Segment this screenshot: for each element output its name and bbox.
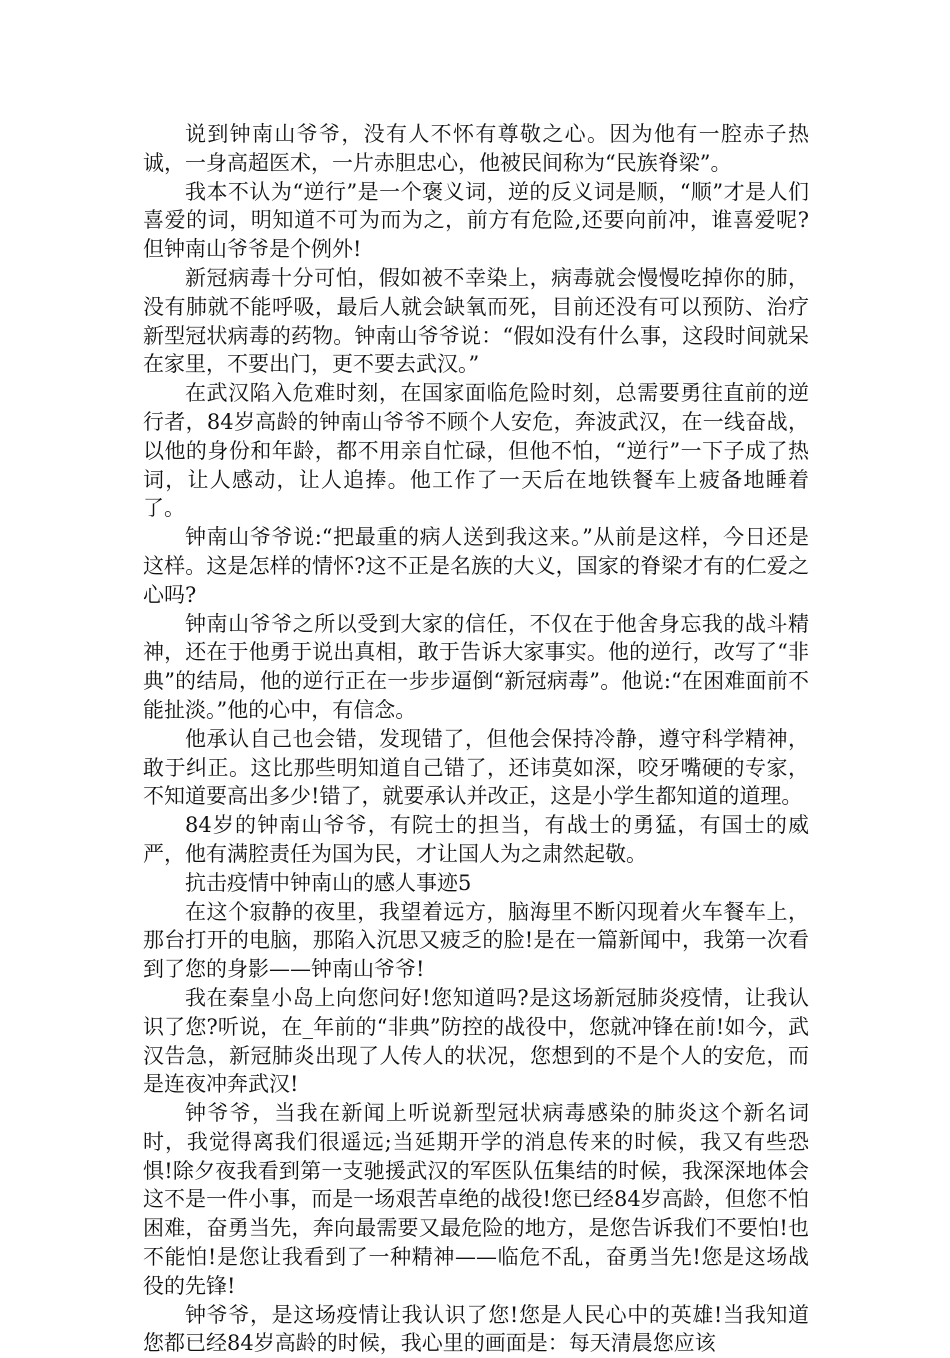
paragraph: 在武汉陷入危难时刻，在国家面临危险时刻，总需要勇往直前的逆行者，84岁高龄的钟南山爷爷不顾个人安危，奔波武汉，在一线奋战，以他的身份和年龄，都不用亲自忙碌，但他不怕，“逆行”一下子成了热词，让人感动，让人追捧。他工作了一天后在地铁餐车上疲备地睡着了。: [143, 381, 809, 521]
paragraph: 我本不认为“逆行”是一个褒义词，逆的反义词是顺，“顺”才是人们喜爱的词，明知道不可为而为之，前方有危险,还要向前冲，谁喜爱呢?但钟南山爷爷是个例外!: [143, 179, 809, 262]
paragraph: 我在秦皇小岛上向您问好!您知道吗?是这场新冠肺炎疫情，让我认识了您?听说，在_年前的“非典”防控的战役中，您就冲锋在前!如今，武汉告急，新冠肺炎出现了人传人的状况，您想到的不是个人的安危，而是连夜冲奔武汉!: [143, 985, 809, 1097]
paragraph: 钟南山爷爷说:“把最重的病人送到我这来。”从前是这样，今日还是这样。这是怎样的情怀?这不正是名族的大义，国家的脊梁才有的仁爱之心吗?: [143, 525, 809, 607]
paragraph: 钟爷爷，是这场疫情让我认识了您!您是人民心中的英雄!当我知道您都已经84岁高龄的时候，我心里的画面是：每天清晨您应该: [143, 1302, 809, 1356]
paragraph: 说到钟南山爷爷，没有人不怀有尊敬之心。因为他有一腔赤子热诚，一身高超医术，一片赤胆忠心，他被民间称为“民族脊梁”。: [143, 122, 809, 175]
paragraph: 钟南山爷爷之所以受到大家的信任，不仅在于他舍身忘我的战斗精神，还在于他勇于说出真相，敢于告诉大家事实。他的逆行，改写了“非典”的结局，他的逆行正在一步步逼倒“新冠病毒”。他说:“在困难面前不能扯淡。”他的心中，有信念。: [143, 611, 809, 722]
paragraph: 在这个寂静的夜里，我望着远方，脑海里不断闪现着火车餐车上，那台打开的电脑，那陷入沉思又疲乏的脸!是在一篇新闻中，我第一次看到了您的身影——钟南山爷爷!: [143, 899, 809, 982]
paragraph: 新冠病毒十分可怕，假如被不幸染上，病毒就会慢慢吃掉你的肺，没有肺就不能呼吸，最后人就会缺氧而死，目前还没有可以预防、治疗新型冠状病毒的药物。钟南山爷爷说：“假如没有什么事，这段时间就呆在家里，不要出门，更不要去武汉。”: [143, 265, 809, 377]
paragraph: 钟爷爷，当我在新闻上听说新型冠状病毒感染的肺炎这个新名词时，我觉得离我们很遥远;当延期开学的消息传来的时候，我又有些恐惧!除夕夜我看到第一支驰援武汉的军医队伍集结的时候，我深深地体会这不是一件小事，而是一场艰苦卓绝的战役!您已经84岁高龄，但您不怕困难，奋勇当先，奔向最需要又最危险的地方，是您告诉我们不要怕!也不能怕!是您让我看到了一种精神——临危不乱，奋勇当先!您是这场战役的先锋!: [143, 1101, 809, 1298]
paragraph: 84岁的钟南山爷爷，有院士的担当，有战士的勇猛，有国士的威严，他有满腔责任为国为民，才让国人为之肃然起敬。: [143, 813, 809, 866]
paragraph: 他承认自己也会错，发现错了，但他会保持冷静，遵守科学精神，敢于纠正。这比那些明知道自己错了，还讳莫如深，咬牙嘴硬的专家，不知道要高出多少!错了，就要承认并改正，这是小学生都知道的道理。: [143, 726, 809, 809]
section-heading: 抗击疫情中钟南山的感人事迹5: [185, 870, 472, 895]
document-body: [143, 120, 809, 1358]
